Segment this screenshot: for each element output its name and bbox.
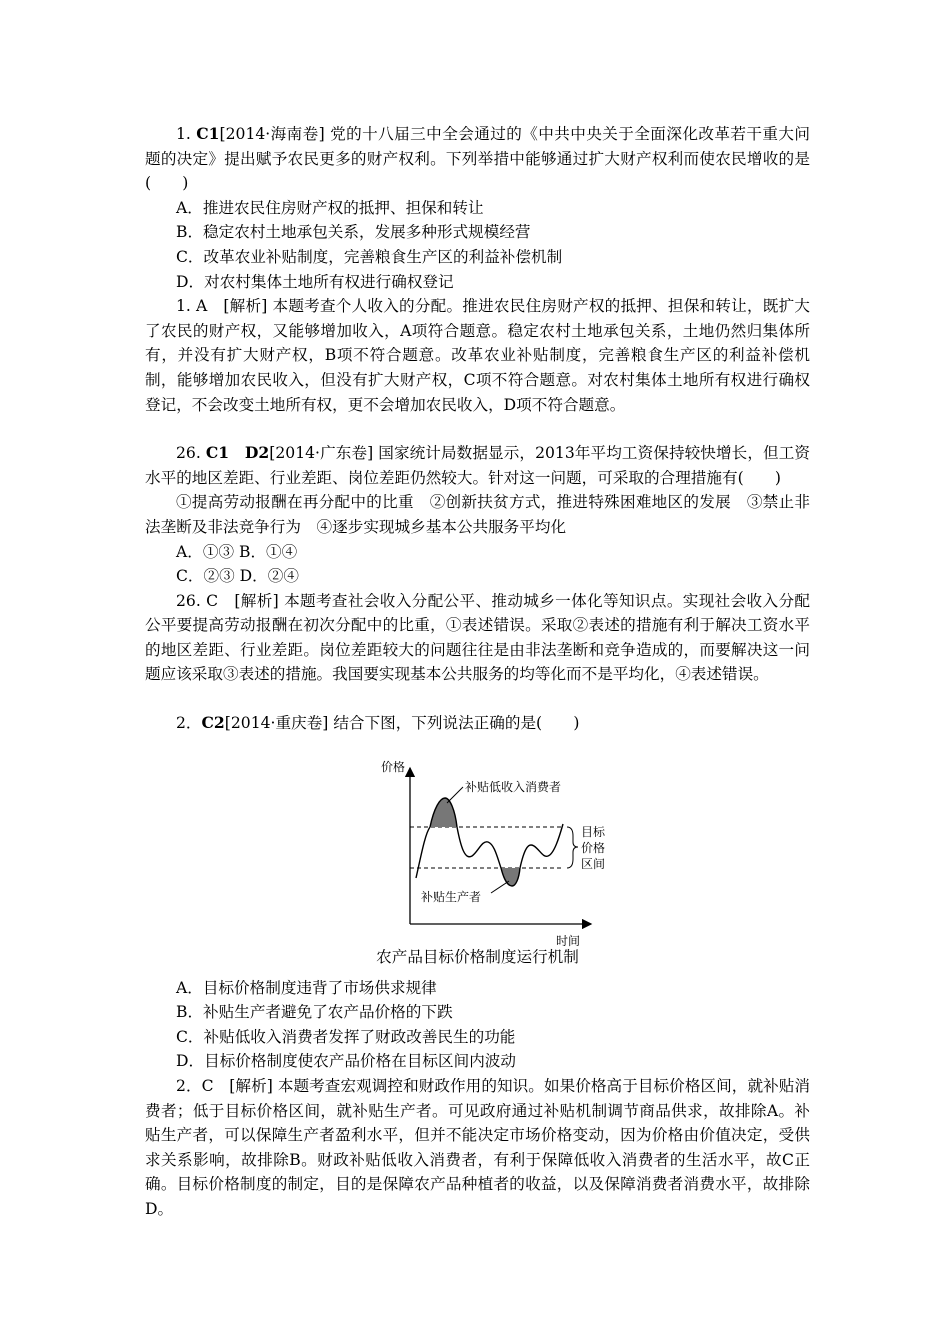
q26-items: ①提高劳动报酬在再分配中的比重 ②创新扶贫方式，推进特殊困难地区的发展 ③禁止非法垄断及非法竞争行为 ④逐步实现城乡基本公共服务平均化 (145, 493, 810, 536)
q26-stem: 26. C1 D2[2014·广东卷] 国家统计局数据显示，2013年平均工资保持较快增长，但工资水平的地区差距、行业差距、岗位差距仍然较大。针对这一问题，可采取的合理措施有( ) (145, 443, 810, 487)
q1-option-a: A．推进农民住房财产权的抵押、担保和转让 (176, 198, 484, 217)
q2-option-c: C．补贴低收入消费者发挥了财政改善民生的功能 (176, 1027, 516, 1046)
target-range-bracket (567, 827, 578, 868)
x-axis-label: 时间 (556, 933, 581, 948)
consumer-subsidy-label: 补贴低收入消费者 (465, 779, 562, 794)
q2-option-a: A．目标价格制度违背了市场供求规律 (176, 978, 437, 997)
q2-analysis: 2．C [解析] 本题考查宏观调控和财政作用的知识。如果价格高于目标价格区间，就补贴消费者；低于目标价格区间，就补贴生产者。可见政府通过补贴机制调节商品供求，故排除A。补贴生产者，可以保障生产者盈利水平，但并不能决定市场价格变动，因为价格由价值决定，受供求关系影响，故排除B。财政补贴低收入消费者，有利于保障低收入消费者的生活水平，故C正确。目标价格制度的制定，目的是保障农产品种植者的收益，以及保障消费者消费水平，故排除D。 (145, 1077, 810, 1218)
y-axis-label: 价格 (381, 759, 406, 774)
document-page (145, 122, 810, 1222)
q2-option-d: D．目标价格制度使农产品价格在目标区间内波动 (176, 1052, 516, 1071)
q1-stem: 1. C1[2014·海南卷] 党的十八届三中全会通过的《中共中央关于全面深化改革若干重大问题的决定》提出赋予农民更多的财产权利。下列举措中能够通过扩大财产权利而使农民增收的是( ) (145, 124, 810, 193)
q26-analysis: 26. C [解析] 本题考查社会收入分配公平、推动城乡一体化等知识点。实现社会收入分配公平要提高劳动报酬在初次分配中的比重，①表述错误。采取②表述的措施有利于解决工资水平的地区差距、行业差距。岗位差距较大的问题往往是由非法垄断和竞争造成的，而要解决这一问题应该采取③表述的措施。我国要实现基本公共服务的均等化而不是平均化，④表述错误。 (145, 591, 810, 684)
range-label-3: 区间 (581, 856, 606, 871)
q26-option-ab: A．①③ B．①④ (176, 542, 298, 561)
price-mechanism-figure (145, 738, 810, 976)
range-label-2: 价格 (581, 840, 606, 855)
q1-analysis: 1. A [解析] 本题考查个人收入的分配。推进农民住房财产权的抵押、担保和转让，既扩大了农民的财产权，又能够增加收入，A项符合题意。稳定农村土地承包关系，土地仍然归集体所有，并没有扩大财产权，B项不符合题意。改革农业补贴制度，完善粮食生产区的利益补偿机制，能够增加农民收入，但没有扩大财产权，C项不符合题意。对农村集体土地所有权进行确权登记，不会改变土地所有权，更不会增加农民收入，D项不符合题意。 (145, 297, 810, 414)
q2-option-b: B．补贴生产者避免了农产品价格的下跌 (176, 1003, 453, 1022)
q2-stem: 2．C2[2014·重庆卷] 结合下图，下列说法正确的是( ) (176, 713, 580, 733)
q1-option-c: C．改革农业补贴制度，完善粮食生产区的利益补偿机制 (176, 247, 563, 266)
q26-option-cd: C．②③ D．②④ (176, 567, 299, 586)
producer-subsidy-label: 补贴生产者 (421, 889, 482, 904)
figure-caption: 农产品目标价格制度运行机制 (376, 947, 579, 966)
price-diagram (145, 738, 810, 948)
q1-option-b: B．稳定农村土地承包关系，发展多种形式规模经营 (176, 223, 531, 242)
q1-option-d: D．对农村集体土地所有权进行确权登记 (176, 272, 454, 291)
range-label-1: 目标 (581, 824, 606, 839)
